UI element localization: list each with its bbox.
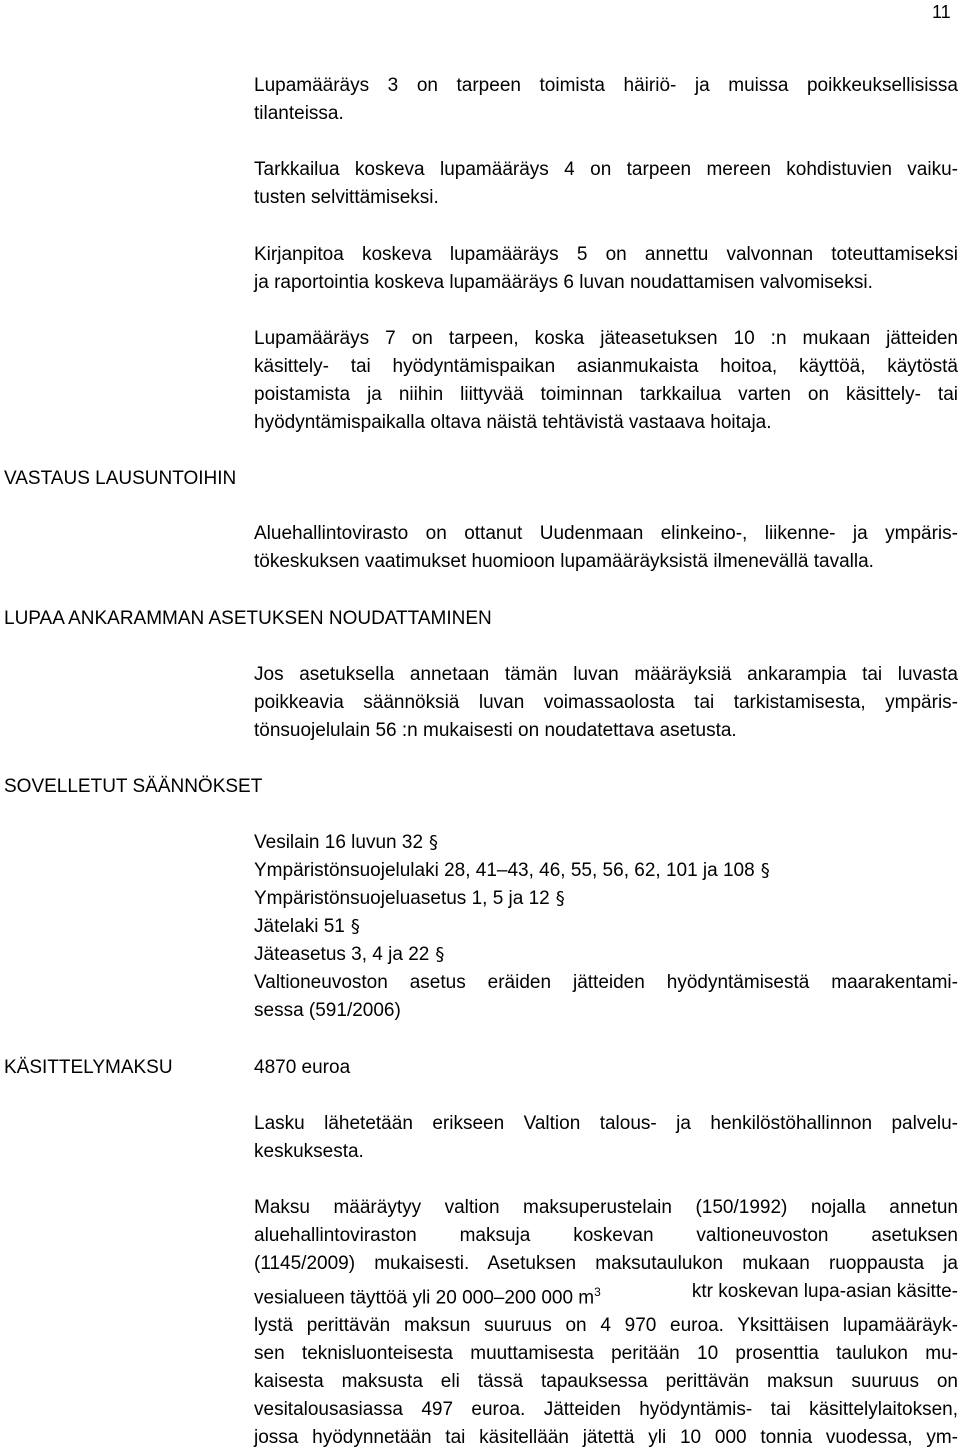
regulation-text: sessa (591/2006) — [254, 1000, 401, 1021]
text-line: käsittely- tai hyödyntämispaikan asianmukaista hoitoa, käyttöä, käytöstä — [254, 356, 958, 377]
section-sign: § — [350, 916, 360, 937]
text-line: Lupamääräys 7 on tarpeen, koska jäteasetuksen 10 :n mukaan jätteiden — [254, 328, 958, 349]
text-line: tusten selvittämiseksi. — [254, 187, 439, 208]
paragraph-lupamaarays-4 — [254, 156, 958, 212]
text-line: Lasku lähetetään erikseen Valtion talous- ja henkilöstöhallinnon palvelu- — [254, 1113, 958, 1134]
page-number: 11 — [932, 2, 951, 22]
text-line: Maksu määräytyy valtion maksuperustelain (150/1992) nojalla annetun — [254, 1197, 958, 1218]
text-line: vesitalousasiassa 497 euroa. Jätteiden hyödyntämis- tai käsittelylaitoksen, — [254, 1399, 958, 1421]
text-line: Jos asetuksella annetaan tämän luvan määräyksiä ankarampia tai luvasta — [254, 664, 958, 685]
text-line: Kirjanpitoa koskeva lupamääräys 5 on annettu valvonnan toteuttamiseksi — [254, 244, 958, 265]
section-sign: § — [555, 888, 565, 909]
paragraph-lupamaarays-5-6 — [254, 241, 958, 297]
regulation-text: Jäteasetus 3, 4 ja 22 — [254, 944, 430, 965]
text-line — [254, 1278, 958, 1312]
text-line: lystä perittävän maksun suuruus on 4 970 euroa. Yksittäisen lupamääräyk- — [254, 1315, 958, 1337]
regulation-text: Ympäristönsuojelulaki 28, 41–43, 46, 55, 56, 62, 101 ja 108 — [254, 860, 755, 881]
paragraph-invoice — [254, 1110, 958, 1166]
heading-sovelletut-saannokset: SOVELLETUT SÄÄNNÖKSET — [4, 776, 263, 797]
text-line: tökeskuksen vaatimukset huomioon lupamääräyksistä ilmenevällä tavalla. — [254, 551, 874, 572]
text-line: Tarkkailua koskeva lupamääräys 4 on tarpeen mereen kohdistuvien vaiku- — [254, 159, 958, 180]
text-line: ja raportointia koskeva lupamääräys 6 luvan noudattamisen valvomiseksi. — [254, 272, 873, 293]
text-line: aluehallintoviraston maksuja koskevan valtioneuvoston asetuksen — [254, 1225, 958, 1246]
text-segment: vesialueen täyttöä yli 20 000–200 000 m — [254, 1287, 595, 1309]
regulation-text: Vesilain 16 luvun 32 — [254, 832, 424, 853]
paragraph-lupamaarays-3 — [254, 72, 958, 128]
paragraph-vastaus — [254, 520, 958, 576]
text-line: Aluehallintovirasto on ottanut Uudenmaan elinkeino-, liikenne- ja ympäris- — [254, 523, 958, 544]
list-item — [254, 941, 958, 969]
list-item — [254, 885, 958, 913]
superscript: 3 — [594, 1285, 601, 1299]
text-line: (1145/2009) mukaisesti. Asetuksen maksutaulukon mukaan ruoppausta ja — [254, 1253, 958, 1274]
section-sign: § — [760, 860, 770, 881]
text-segment: ktr koskevan lupa-asian käsitte- — [686, 1281, 958, 1302]
fee-amount-value: 4870 euroa — [254, 1057, 351, 1078]
text-line: tilanteissa. — [254, 103, 344, 124]
regulation-text: Valtioneuvoston asetus eräiden jätteiden hyödyntämisestä maarakentami- — [254, 972, 958, 993]
text-line: keskuksesta. — [254, 1141, 364, 1162]
text-line: Lupamääräys 3 on tarpeen toimista häiriö- ja muissa poikkeuksellisissa — [254, 75, 958, 96]
list-item — [254, 857, 958, 885]
regulation-text: Jätelaki 51 — [254, 916, 345, 937]
section-sign: § — [435, 944, 445, 965]
paragraph-ankarampi — [254, 661, 958, 745]
fee-amount — [254, 1054, 958, 1082]
text-line: tönsuojelulain 56 :n mukaisesti on noudatettava asetusta. — [254, 720, 737, 741]
text-line: sen teknisluonteisesta muuttamisesta peritään 10 prosenttia taulukon mu- — [254, 1343, 958, 1365]
heading-ankarampi-asetus: LUPAA ANKARAMMAN ASETUKSEN NOUDATTAMINEN — [4, 608, 492, 629]
text-line: jossa hyödynnetään tai käsitellään jätettä yli 10 000 tonnia vuodessa, ym- — [254, 1427, 958, 1449]
text-line: poikkeavia säännöksiä luvan voimassaolosta tai tarkistamisesta, ympäris- — [254, 692, 958, 713]
section-sign: § — [429, 832, 439, 853]
list-item — [254, 997, 958, 1025]
paragraph-lupamaarays-7 — [254, 325, 958, 437]
paragraph-fee-basis — [254, 1194, 958, 1452]
heading-kasittelymaksu: KÄSITTELYMAKSU — [4, 1057, 173, 1078]
text-segment — [254, 1278, 601, 1312]
text-line: poistamista ja niihin liittyvää toiminnan tarkkailua varten on käsittely- tai — [254, 384, 958, 405]
list-item — [254, 829, 958, 857]
list-item — [254, 969, 958, 997]
heading-vastaus-lausuntoihin: VASTAUS LAUSUNTOIHIN — [4, 468, 237, 489]
regulation-text: Ympäristönsuojeluasetus 1, 5 ja 12 — [254, 888, 550, 909]
text-line: kaisesta maksusta eli tässä tapauksessa perittävän maksun suuruus on — [254, 1371, 958, 1393]
applied-regulations-list — [254, 829, 958, 1025]
list-item — [254, 913, 958, 941]
text-line: hyödyntämispaikalla oltava näistä tehtävistä vastaava hoitaja. — [254, 412, 772, 433]
